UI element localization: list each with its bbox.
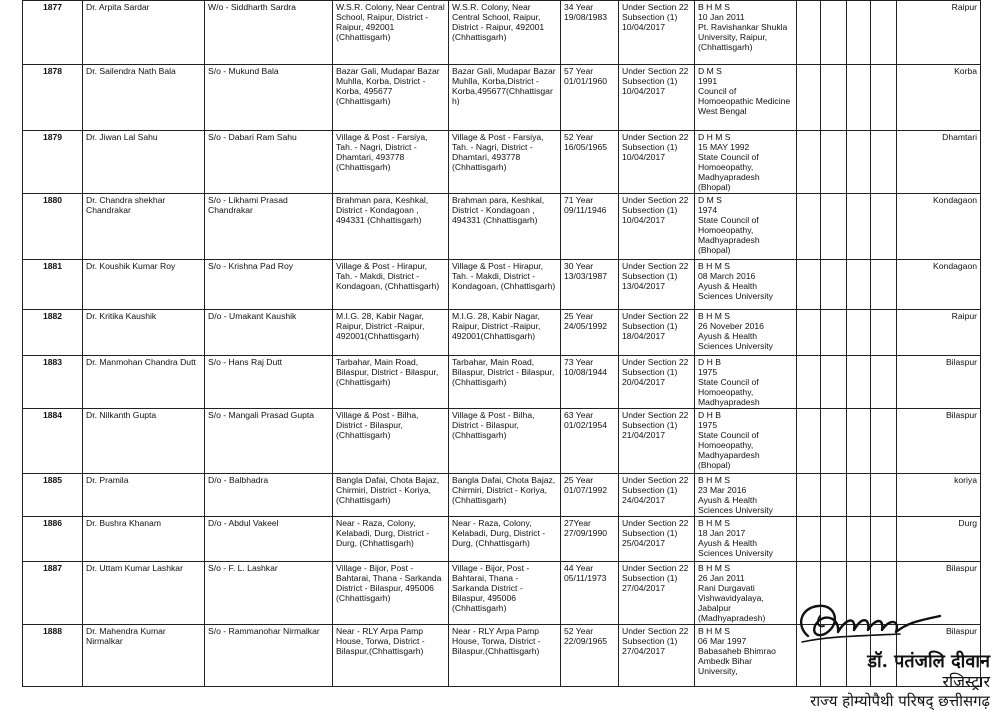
correspondence-address: Village & Post - Bilha, District - Bilaspur, (Chhattisgarh) — [449, 409, 561, 474]
empty-cell — [847, 131, 871, 194]
relation-name: D/o - Umakant Kaushik — [205, 310, 333, 356]
table-row — [23, 131, 981, 194]
permanent-address: Village & Post - Hirapur, Tah. - Makdi, District - Kondagoan, (Chhattisgarh) — [333, 260, 449, 310]
empty-cell — [871, 409, 897, 474]
correspondence-address: Brahman para, Keshkal, District - Kondagoan , 494331 (Chhattisgarh) — [449, 194, 561, 260]
registration-section: Under Section 22 Subsection (1) 10/04/2017 — [619, 65, 695, 131]
registration-section: Under Section 22 Subsection (1) 13/04/2017 — [619, 260, 695, 310]
permanent-address: Near - Raza, Colony, Kelabadi, Durg, District - Durg, (Chhattisgarh) — [333, 517, 449, 562]
correspondence-address: Bazar Gali, Mudapar Bazar Muhlla, Korba,District - Korba,495677(Chhattisgarh) — [449, 65, 561, 131]
empty-cell — [797, 131, 821, 194]
table-row — [23, 260, 981, 310]
empty-cell — [871, 260, 897, 310]
row-serial-number: 1887 — [23, 562, 83, 625]
district-name: Durg — [897, 517, 981, 562]
district-name: koriya — [897, 474, 981, 517]
district-name: Kondagaon — [897, 194, 981, 260]
registration-section: Under Section 22 Subsection (1) 21/04/2017 — [619, 409, 695, 474]
correspondence-address: Tarbahar, Main Road, Bilaspur, District - Bilaspur, (Chhattisgarh) — [449, 356, 561, 409]
relation-name: W/o - Siddharth Sardra — [205, 1, 333, 65]
age-and-dob: 63 Year 01/02/1954 — [561, 409, 619, 474]
age-and-dob: 34 Year 19/08/1983 — [561, 1, 619, 65]
permanent-address: W.S.R. Colony, Near Central School, Raipur, District - Raipur, 492001 (Chhattisgarh) — [333, 1, 449, 65]
doctor-name: Dr. Arpita Sardar — [83, 1, 205, 65]
doctor-name: Dr. Nilkanth Gupta — [83, 409, 205, 474]
row-serial-number: 1878 — [23, 65, 83, 131]
registrar-signature — [790, 596, 970, 652]
empty-cell — [871, 131, 897, 194]
qualification-details: D H B 1975 State Council of Homoeopathy, Madhyapardesh (Bhopal) — [695, 409, 797, 474]
correspondence-address: Village & Post - Hirapur, Tah. - Makdi, District - Kondagoan, (Chhattisgarh) — [449, 260, 561, 310]
doctor-name: Dr. Pramila — [83, 474, 205, 517]
qualification-details: B H M S 18 Jan 2017 Ayush & Health Sciences University — [695, 517, 797, 562]
row-serial-number: 1882 — [23, 310, 83, 356]
relation-name: S/o - Mukund Bala — [205, 65, 333, 131]
registrar-designation: रजिस्ट्रार — [942, 672, 990, 691]
empty-cell — [871, 65, 897, 131]
empty-cell — [821, 65, 847, 131]
district-name: Raipur — [897, 1, 981, 65]
table-row — [23, 356, 981, 409]
empty-cell — [847, 517, 871, 562]
relation-name: S/o - Dabari Ram Sahu — [205, 131, 333, 194]
qualification-details: B H M S 26 Noveber 2016 Ayush & Health Sciences University — [695, 310, 797, 356]
permanent-address: Brahman para, Keshkal, District - Kondagoan , 494331 (Chhattisgarh) — [333, 194, 449, 260]
permanent-address: Tarbahar, Main Road, Bilaspur, District - Bilaspur, (Chhattisgarh) — [333, 356, 449, 409]
permanent-address: Village - Bijor, Post - Bahtarai, Thana - Sarkanda District - Bilaspur, 495006 (Chhattisgarh) — [333, 562, 449, 625]
permanent-address: M.I.G. 28, Kabir Nagar, Raipur, District -Raipur, 492001(Chhattisgarh) — [333, 310, 449, 356]
registration-section: Under Section 22 Subsection (1) 18/04/2017 — [619, 310, 695, 356]
empty-cell — [847, 1, 871, 65]
empty-cell — [821, 131, 847, 194]
relation-name: S/o - Mangali Prasad Gupta — [205, 409, 333, 474]
age-and-dob: 25 Year 24/05/1992 — [561, 310, 619, 356]
empty-cell — [871, 1, 897, 65]
table-row — [23, 1, 981, 65]
empty-cell — [797, 260, 821, 310]
empty-cell — [797, 517, 821, 562]
empty-cell — [797, 1, 821, 65]
district-name: Korba — [897, 65, 981, 131]
table-row — [23, 409, 981, 474]
relation-name: S/o - F. L. Lashkar — [205, 562, 333, 625]
empty-cell — [847, 409, 871, 474]
empty-cell — [797, 194, 821, 260]
empty-cell — [847, 194, 871, 260]
empty-cell — [847, 474, 871, 517]
permanent-address: Village & Post - Farsiya, Tah. - Nagri, District - Dhamtari, 493778 (Chhattisgarh) — [333, 131, 449, 194]
empty-cell — [871, 474, 897, 517]
empty-cell — [821, 409, 847, 474]
qualification-details: B H M S 23 Mar 2016 Ayush & Health Sciences University — [695, 474, 797, 517]
empty-cell — [821, 260, 847, 310]
empty-cell — [821, 474, 847, 517]
correspondence-address: Near - RLY Arpa Pamp House, Torwa, District - Bilaspur,(Chhattisgarh) — [449, 625, 561, 687]
row-serial-number: 1886 — [23, 517, 83, 562]
empty-cell — [797, 310, 821, 356]
qualification-details: D H M S 15 MAY 1992 State Council of Homoeopathy, Madhyapradesh (Bhopal) — [695, 131, 797, 194]
empty-cell — [871, 194, 897, 260]
register-rows — [23, 1, 981, 687]
qualification-details: B H M S 26 Jan 2011 Rani Durgavati Vishwavidyalaya, Jabalpur (Madhyapradesh) — [695, 562, 797, 625]
permanent-address: Near - RLY Arpa Pamp House, Torwa, District - Bilaspur,(Chhattisgarh) — [333, 625, 449, 687]
row-serial-number: 1879 — [23, 131, 83, 194]
age-and-dob: 57 Year 01/01/1960 — [561, 65, 619, 131]
qualification-details: B H M S 08 March 2016 Ayush & Health Sciences University — [695, 260, 797, 310]
register-table — [22, 0, 981, 687]
correspondence-address: M.I.G. 28, Kabir Nagar, Raipur, District -Raipur, 492001(Chhattisgarh) — [449, 310, 561, 356]
doctor-name: Dr. Chandra shekhar Chandrakar — [83, 194, 205, 260]
empty-cell — [847, 65, 871, 131]
correspondence-address: Bangla Dafai, Chota Bajaz, Chirmiri, District - Koriya,(Chhattisgarh) — [449, 474, 561, 517]
table-row — [23, 194, 981, 260]
row-serial-number: 1884 — [23, 409, 83, 474]
registration-section: Under Section 22 Subsection (1) 10/04/2017 — [619, 194, 695, 260]
empty-cell — [871, 517, 897, 562]
district-name: Dhamtari — [897, 131, 981, 194]
doctor-name: Dr. Koushik Kumar Roy — [83, 260, 205, 310]
empty-cell — [797, 356, 821, 409]
qualification-details: D M S 1974 State Council of Homoeopathy, Madhyapradesh (Bhopal) — [695, 194, 797, 260]
registration-section: Under Section 22 Subsection (1) 25/04/2017 — [619, 517, 695, 562]
correspondence-address: Village & Post - Farsiya, Tah. - Nagri, District - Dhamtari, 493778 (Chhattisgarh) — [449, 131, 561, 194]
registration-section: Under Section 22 Subsection (1) 27/04/2017 — [619, 625, 695, 687]
empty-cell — [821, 1, 847, 65]
doctor-name: Dr. Jiwan Lal Sahu — [83, 131, 205, 194]
age-and-dob: 30 Year 13/03/1987 — [561, 260, 619, 310]
district-name: Bilaspur — [897, 356, 981, 409]
permanent-address: Village & Post - Bilha, District - Bilaspur, (Chhattisgarh) — [333, 409, 449, 474]
permanent-address: Bazar Gali, Mudapar Bazar Muhlla, Korba, District - Korba, 495677 (Chhattisgarh) — [333, 65, 449, 131]
age-and-dob: 44 Year 05/11/1973 — [561, 562, 619, 625]
doctor-name: Dr. Sailendra Nath Bala — [83, 65, 205, 131]
correspondence-address: Near - Raza, Colony, Kelabadi, Durg, District - Durg, (Chhattisgarh) — [449, 517, 561, 562]
council-name: राज्य होम्योपैथी परिषद् छत्तीसगढ़ — [810, 692, 990, 710]
district-name: Kondagaon — [897, 260, 981, 310]
empty-cell — [847, 310, 871, 356]
doctor-name: Dr. Bushra Khanam — [83, 517, 205, 562]
relation-name: S/o - Likhami Prasad Chandrakar — [205, 194, 333, 260]
row-serial-number: 1880 — [23, 194, 83, 260]
relation-name: S/o - Rammanohar Nirmalkar — [205, 625, 333, 687]
table-row — [23, 65, 981, 131]
registration-section: Under Section 22 Subsection (1) 10/04/2017 — [619, 131, 695, 194]
table-row — [23, 517, 981, 562]
row-serial-number: 1877 — [23, 1, 83, 65]
empty-cell — [797, 474, 821, 517]
doctor-name: Dr. Kritika Kaushik — [83, 310, 205, 356]
qualification-details: D H B 1975 State Council of Homoeopathy, Madhyapradesh — [695, 356, 797, 409]
empty-cell — [821, 517, 847, 562]
relation-name: D/o - Abdul Vakeel — [205, 517, 333, 562]
table-row — [23, 310, 981, 356]
row-serial-number: 1881 — [23, 260, 83, 310]
empty-cell — [821, 194, 847, 260]
district-name: Bilaspur — [897, 562, 981, 625]
district-name: Raipur — [897, 310, 981, 356]
row-serial-number: 1885 — [23, 474, 83, 517]
qualification-details: B H M S 10 Jan 2011 Pt. Ravishankar Shukla University, Raipur, (Chhattisgarh) — [695, 1, 797, 65]
empty-cell — [847, 260, 871, 310]
correspondence-address: W.S.R. Colony, Near Central School, Raipur, District - Raipur, 492001 (Chhattisgarh) — [449, 1, 561, 65]
empty-cell — [871, 356, 897, 409]
age-and-dob: 27Year 27/09/1990 — [561, 517, 619, 562]
registration-section: Under Section 22 Subsection (1) 10/04/2017 — [619, 1, 695, 65]
registration-section: Under Section 22 Subsection (1) 24/04/2017 — [619, 474, 695, 517]
age-and-dob: 73 Year 10/08/1944 — [561, 356, 619, 409]
doctor-name: Dr. Uttam Kumar Lashkar — [83, 562, 205, 625]
permanent-address: Bangla Dafai, Chota Bajaz, Chirmiri, District - Koriya,(Chhattisgarh) — [333, 474, 449, 517]
empty-cell — [797, 65, 821, 131]
table-row — [23, 474, 981, 517]
doctor-name: Dr. Mahendra Kumar Nirmalkar — [83, 625, 205, 687]
registration-section: Under Section 22 Subsection (1) 27/04/2017 — [619, 562, 695, 625]
relation-name: S/o - Krishna Pad Roy — [205, 260, 333, 310]
registrar-name: डॉ. पतंजलि दीवान — [867, 651, 990, 672]
empty-cell — [821, 310, 847, 356]
row-serial-number: 1888 — [23, 625, 83, 687]
relation-name: D/o - Balbhadra — [205, 474, 333, 517]
qualification-details: D M S 1991 Council of Homoeopathic Medicine West Bengal — [695, 65, 797, 131]
district-name: Bilaspur — [897, 625, 981, 687]
district-name: Bilaspur — [897, 409, 981, 474]
doctor-name: Dr. Manmohan Chandra Dutt — [83, 356, 205, 409]
empty-cell — [821, 356, 847, 409]
registration-section: Under Section 22 Subsection (1) 20/04/2017 — [619, 356, 695, 409]
relation-name: S/o - Hans Raj Dutt — [205, 356, 333, 409]
qualification-details: B H M S 06 Mar 1997 Babasaheb Bhimrao Ambedk Bihar University, — [695, 625, 797, 687]
empty-cell — [797, 409, 821, 474]
registrar-footer — [690, 652, 990, 711]
row-serial-number: 1883 — [23, 356, 83, 409]
age-and-dob: 52 Year 16/05/1965 — [561, 131, 619, 194]
age-and-dob: 52 Year 22/09/1965 — [561, 625, 619, 687]
empty-cell — [847, 356, 871, 409]
empty-cell — [871, 310, 897, 356]
age-and-dob: 25 Year 01/07/1992 — [561, 474, 619, 517]
age-and-dob: 71 Year 09/11/1946 — [561, 194, 619, 260]
correspondence-address: Village - Bijor, Post - Bahtarai, Thana - Sarkanda District - Bilaspur, 495006 (Chhattisgarh) — [449, 562, 561, 625]
